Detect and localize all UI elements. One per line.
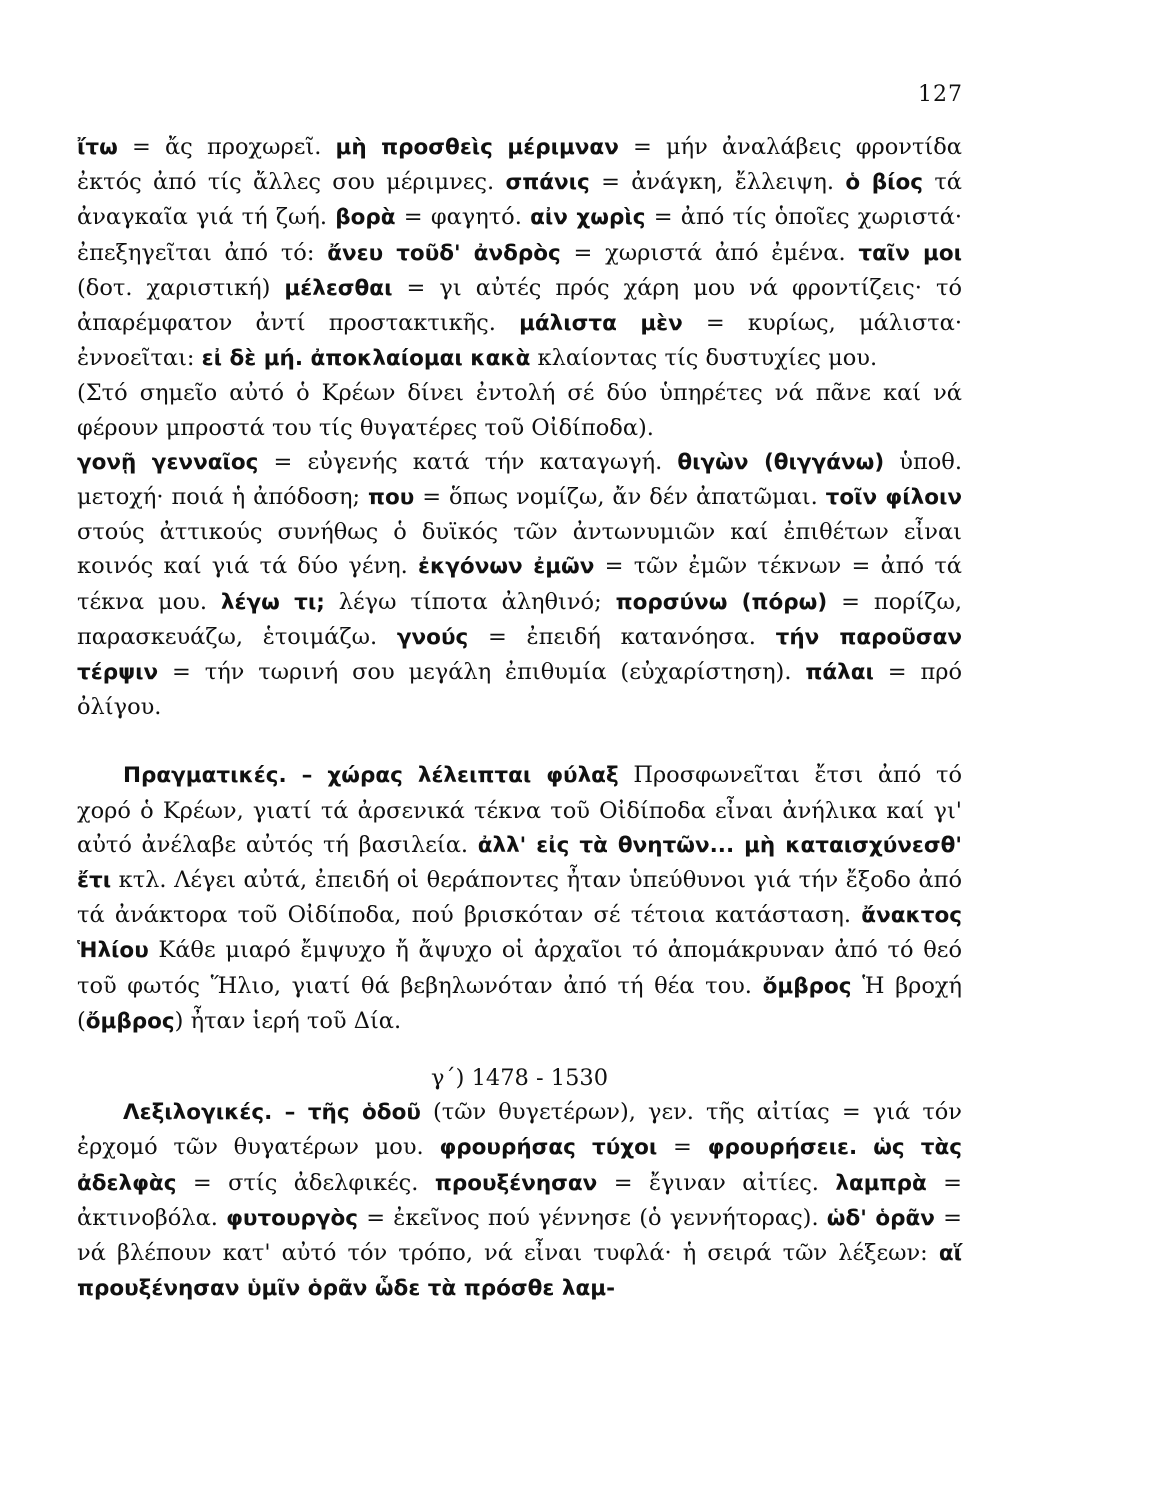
- lemma: βορὰ: [335, 205, 396, 231]
- lemma: ἀλλ' εἰς τὰ θνητῶν... μὴ καταισχύνεσθ' ἔτι: [77, 832, 962, 894]
- lemma: φυτουργὸς: [226, 1205, 359, 1231]
- gloss: = ὅπως νομίζω, ἄν δέν ἀπατῶμαι.: [414, 484, 826, 511]
- lemma: μέλεσθαι: [284, 275, 393, 301]
- lemma: μὴ προσθεὶς μέριμναν: [335, 135, 619, 160]
- gloss: (δοτ. χαριστική): [77, 274, 285, 301]
- gloss: = νά βλέπουν κατ' αὐτό τόν τρόπο, νά εἶναι τυφλά· ἡ σειρά τῶν λέξεων:: [77, 1204, 962, 1267]
- lemma: λαμπρὰ: [835, 1170, 927, 1196]
- gloss: λέγω τίποτα ἀληθινό;: [324, 588, 616, 615]
- page-number: 127: [918, 82, 963, 107]
- lemma: αἰν χωρὶς: [530, 205, 646, 231]
- gloss: κλαίοντας τίς δυστυχίες μου.: [530, 345, 878, 372]
- gloss: = γι αὐτές πρός χάρη μου νά φροντίζεις· τό ἀπαρέμφατον ἀντί προστακτικῆς.: [77, 274, 962, 337]
- lemma: θιγὼν (θιγγάνω): [677, 449, 885, 475]
- lemma: πάλαι: [805, 660, 874, 686]
- gloss: = πρό ὀλίγου.: [77, 659, 963, 721]
- section-heading: Λεξιλογικές. – τῆς ὁδοῦ: [123, 1100, 421, 1126]
- gloss: = χωριστά ἀπό ἐμένα.: [560, 239, 859, 266]
- gloss: (τῶν θυγετέρων), γεν. τῆς αἰτίας = γιά τόν ἐρχομό τῶν θυγατέρων μου.: [77, 1099, 962, 1161]
- lemma: ἴτω: [77, 135, 118, 160]
- lemma: εἰ δὲ μή. ἀποκλαίομαι κακὰ: [201, 346, 531, 372]
- gloss: ὑποθ. μετοχή· ποιά ἡ ἀπόδοση;: [77, 448, 962, 511]
- lemma: αἵ προυξένησαν ὑμῖν ὁρᾶν ὧδε τὰ πρόσθε λαμ-: [77, 1241, 962, 1302]
- gloss: = ἐπειδή κατανόησα.: [468, 623, 776, 650]
- lemma: μάλιστα μὲν: [519, 311, 683, 337]
- lemma: γονῇ γενναῖος: [77, 449, 259, 475]
- gloss: Προσφωνεῖται ἔτσι ἀπό τό χορό ὁ Κρέων, γιατί τά ἀρσενικά τέκνα τοῦ Οἰδίποδα εἶναι ἀνήλικα καί γι' αὐτό ἀνέλαβε αὐτός τή βασιλεία.: [77, 762, 963, 858]
- lemma: που: [368, 485, 415, 511]
- lemma: ἄνευ τοῦδ' ἀνδρὸς: [327, 240, 561, 266]
- gloss: = πορίζω, παρασκευάζω, ἑτοιμάζω.: [77, 588, 962, 650]
- lemma: γνούς: [396, 624, 469, 650]
- gloss: = φαγητό.: [395, 204, 531, 231]
- lemma: ἄνακτος Ἡλίου: [77, 903, 962, 964]
- gloss: κτλ. Λέγει αὐτά, ἐπειδή οἱ θεράποντες ἦταν ὑπεύθυνοι γιά τήν ἔξοδο ἀπό τά ἀνάκτορα τοῦ Οἰδίποδα, πού βρισκόταν σέ τέτοια κατάσταση.: [77, 867, 962, 929]
- lemma: φρουρήσειε. ὡς τὰς ἀδελφὰς: [77, 1135, 962, 1196]
- lemma: ἐκγόνων ἐμῶν: [418, 554, 595, 580]
- paragraph-lexical: [77, 1095, 962, 1306]
- gloss: = κυρίως, μάλιστα· ἐννοεῖται:: [77, 310, 962, 372]
- gloss: στούς ἀττικούς συνήθως ὁ δυϊκός τῶν ἀντωνυμιῶν καί ἐπιθέτων εἶναι κοινός καί γιά τά δύο γένη.: [77, 519, 962, 580]
- gloss: = μήν ἀναλάβεις φροντίδα ἐκτός ἀπό τίς ἄλλες σου μέριμνες.: [77, 134, 962, 196]
- lemma: ὄμβρος: [762, 973, 852, 999]
- gloss: = τῶν ἐμῶν τέκνων = ἀπό τά τέκνα μου.: [77, 553, 962, 615]
- paragraph-glossary-1: [77, 130, 962, 376]
- section-marker: γ΄) 1478 - 1530: [430, 1065, 609, 1092]
- lemma: λέγω τι;: [220, 589, 325, 615]
- gloss: Κάθε μιαρό ἔμψυχο ἤ ἄψυχο οἱ ἀρχαῖοι τό ἀπομάκρυναν ἀπό τό θεό τοῦ φωτός Ἥλιο, γιατί θά βεβηλωνόταν ἀπό τή θέα του.: [77, 937, 962, 999]
- lemma: ὄμβρος: [85, 1008, 175, 1034]
- gloss: = στίς ἀδελφικές.: [176, 1169, 435, 1196]
- commentary-text: [77, 130, 962, 1307]
- gloss: τά ἀναγκαῖα γιά τή ζωή.: [77, 169, 962, 231]
- gloss: = εὐγενής κατά τήν καταγωγή.: [258, 448, 678, 475]
- gloss: = ἀπό τίς ὁποῖες χωριστά· ἐπεξηγεῖται ἀπό τό:: [77, 204, 962, 266]
- lemma: ὁ βίος: [845, 170, 924, 196]
- section-heading: Πραγματικές. – χώρας λέλειπται φύλαξ: [123, 763, 619, 789]
- gloss: = ἀνάγκη, ἔλλειψη.: [589, 169, 846, 196]
- lemma: προυξένησαν: [434, 1170, 598, 1196]
- lemma: τήν παροῦσαν τέρψιν: [77, 624, 962, 686]
- lemma: φρουρήσας τύχοι: [439, 1135, 658, 1161]
- gloss: = ἀκτινοβόλα.: [77, 1169, 962, 1231]
- gloss: ) ἦταν ἱερή τοῦ Δία.: [174, 1007, 402, 1034]
- gloss: = τήν τωρινή σου μεγάλη ἐπιθυμία (εὐχαρίστηση).: [158, 659, 806, 686]
- gloss: = ἔγιναν αἰτίες.: [597, 1169, 836, 1196]
- lemma: σπάνις: [505, 170, 590, 196]
- gloss: = ἐκεῖνος πού γέννησε (ὁ γεννήτορας).: [358, 1204, 827, 1231]
- gloss: = ἄς προχωρεῖ.: [117, 134, 336, 160]
- gloss: Ἡ βροχή (: [77, 972, 962, 1034]
- paragraph-stage-note: (Στό σημεῖο αὐτό ὁ Κρέων δίνει ἐντολή σέ δύο ὑπηρέτες νά πᾶνε καί νά φέρουν μπροστά του τίς θυγατέρες τοῦ Οἰδίποδα).: [77, 380, 962, 441]
- lemma: πορσύνω (πόρω): [615, 589, 828, 615]
- lemma: τοῖν φίλοιν: [825, 485, 962, 511]
- lemma: ὡδ' ὁρᾶν: [826, 1205, 935, 1231]
- lemma: ταῖν μοι: [858, 240, 963, 266]
- paragraph-glossary-2: [77, 445, 962, 725]
- paragraph-realia: [77, 758, 962, 1039]
- gloss: =: [657, 1134, 708, 1161]
